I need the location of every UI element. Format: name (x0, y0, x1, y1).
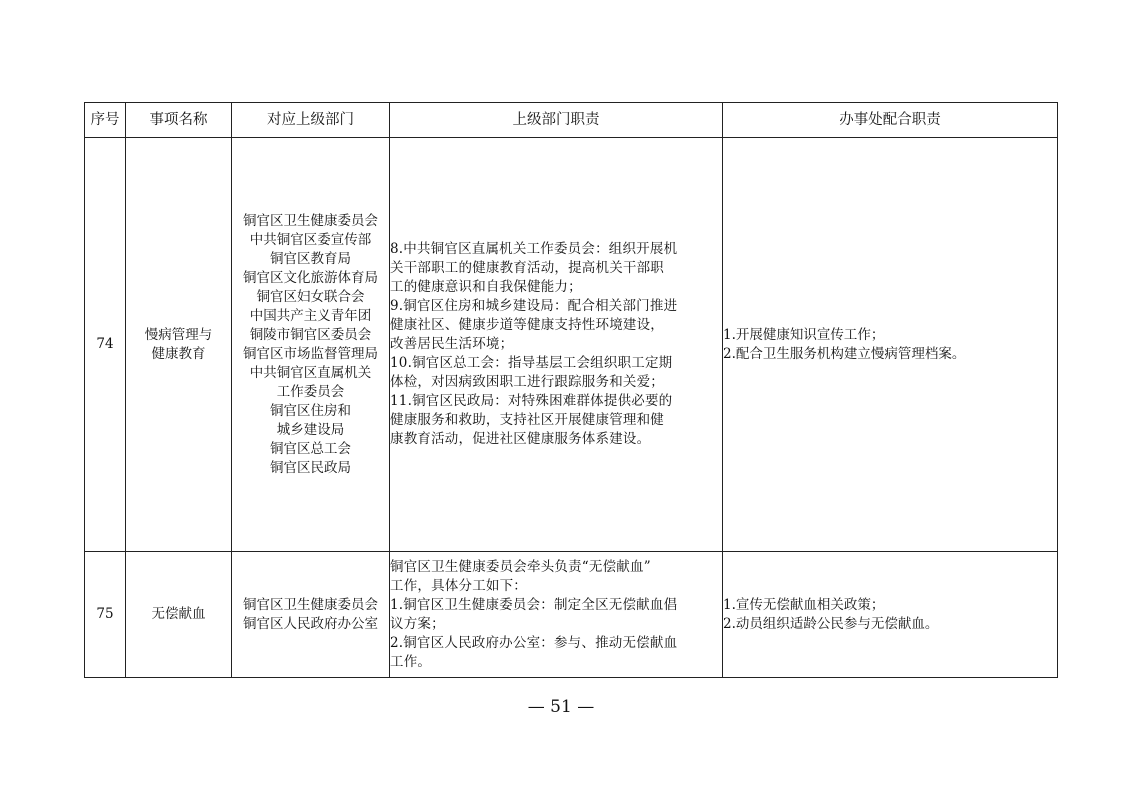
dept-line: 铜官区总工会 (270, 440, 351, 457)
dept-line: 工作委员会 (276, 383, 345, 400)
assist-line: 2.配合卫生服务机构建立慢病管理档案。 (723, 345, 966, 362)
item-name (126, 552, 232, 678)
duty-cell (390, 552, 723, 678)
dept-line: 铜官区妇女联合会 (256, 288, 365, 305)
duty-table (84, 102, 1058, 678)
duty-line: 体检，对因病致困职工进行跟踪服务和关爱； (390, 374, 664, 390)
header-dept: 对应上级部门 (232, 103, 390, 138)
dept-line: 铜官区人民政府办公室 (243, 615, 378, 632)
row-number: 74 (85, 138, 126, 552)
assist-line: 1.宣传无偿献血相关政策； (723, 596, 885, 613)
duty-line: 改善居民生活环境； (390, 336, 514, 352)
item-name (126, 138, 232, 552)
assist-line: 1.开展健康知识宣传工作； (723, 326, 885, 343)
dept-line: 铜官区文化旅游体育局 (243, 269, 378, 286)
row-number: 75 (85, 552, 126, 678)
dept-line: 铜官区民政局 (270, 459, 351, 476)
header-no: 序号 (85, 103, 126, 138)
header-duty: 上级部门职责 (390, 103, 723, 138)
duty-line: 健康社区、健康步道等健康支持性环境建设， (390, 317, 664, 333)
duty-line: 工的健康意识和自我保健能力； (390, 279, 582, 295)
dept-cell (232, 552, 390, 678)
header-item: 事项名称 (126, 103, 232, 138)
duty-line: 健康服务和救助，支持社区开展健康管理和健 (390, 412, 664, 428)
duty-line: 康教育活动，促进社区健康服务体系建设。 (390, 431, 651, 447)
dept-line: 铜官区卫生健康委员会 (243, 212, 378, 229)
duty-cell (390, 138, 723, 552)
dept-cell (232, 138, 390, 552)
duty-line: 议方案； (390, 615, 445, 632)
dept-line: 中共铜官区直属机关 (249, 364, 372, 381)
duty-line: 11.铜官区民政局：对特殊困难群体提供必要的 (390, 393, 673, 409)
dept-line: 中国共产主义青年团 (249, 307, 372, 324)
assist-cell (723, 138, 1058, 552)
duty-line: 铜官区卫生健康委员会牵头负责“无偿献血” (390, 558, 651, 575)
dept-line: 铜官区住房和 (270, 402, 351, 419)
assist-cell (723, 552, 1058, 678)
dept-line: 铜陵市铜官区委员会 (249, 326, 372, 343)
duty-line: 关干部职工的健康教育活动，提高机关干部职 (390, 260, 664, 276)
assist-line: 2.动员组织适龄公民参与无偿献血。 (723, 615, 939, 632)
header-assist: 办事处配合职责 (723, 103, 1058, 138)
table-row (85, 138, 1058, 552)
duty-line: 10.铜官区总工会：指导基层工会组织职工定期 (390, 355, 673, 371)
duty-line: 8.中共铜官区直属机关工作委员会：组织开展机 (390, 241, 678, 257)
duty-line: 工作。 (390, 653, 432, 670)
item-name-line: 慢病管理与 (144, 326, 213, 343)
item-name-line: 健康教育 (151, 345, 206, 362)
dept-line: 铜官区教育局 (270, 250, 351, 267)
page-number: — 51 — (527, 697, 595, 717)
duty-line: 工作，具体分工如下： (390, 577, 527, 594)
dept-line: 铜官区市场监督管理局 (243, 345, 378, 362)
duty-line: 9.铜官区住房和城乡建设局：配合相关部门推进 (390, 298, 678, 314)
item-name-line: 无偿献血 (151, 606, 206, 622)
dept-line: 铜官区卫生健康委员会 (243, 596, 378, 613)
table-header-row (85, 103, 1058, 138)
duty-line: 2.铜官区人民政府办公室：参与、推动无偿献血 (390, 634, 678, 651)
dept-line: 中共铜官区委宣传部 (249, 231, 372, 248)
dept-line: 城乡建设局 (276, 421, 345, 438)
duty-line: 1.铜官区卫生健康委员会：制定全区无偿献血倡 (390, 596, 678, 613)
table-row (85, 552, 1058, 678)
